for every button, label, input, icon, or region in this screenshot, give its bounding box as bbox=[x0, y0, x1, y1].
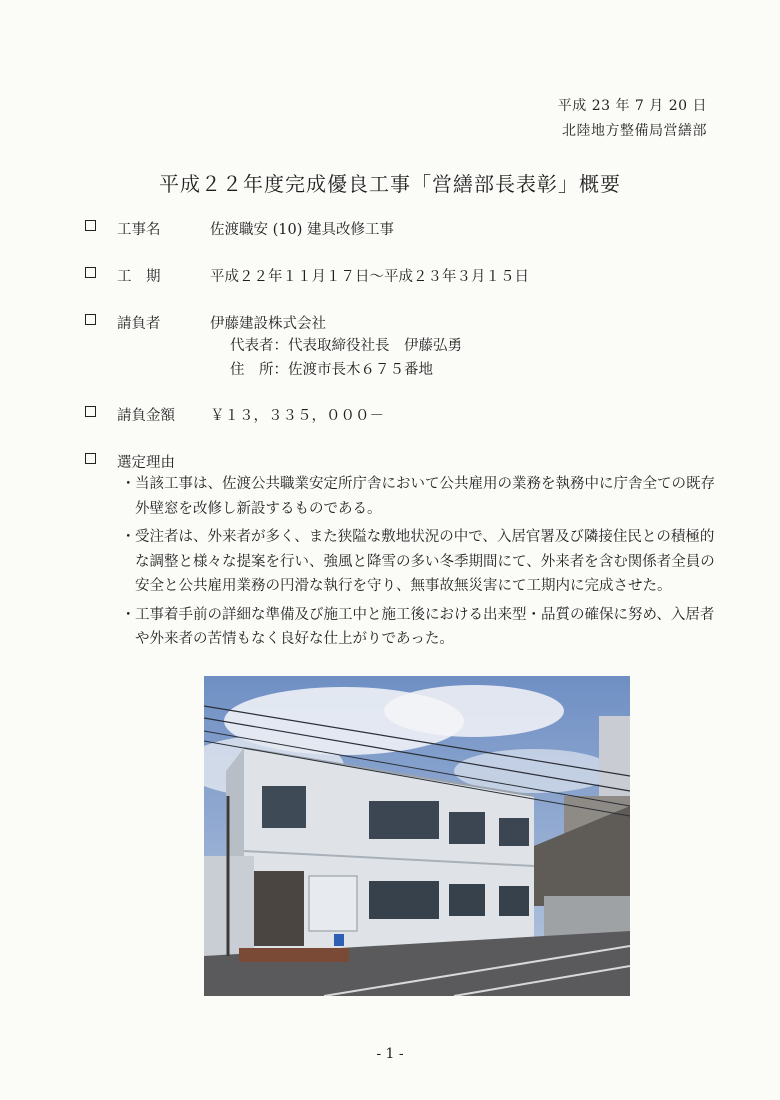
list-item bbox=[121, 525, 721, 599]
document-title: 平成２２年度完成優良工事「営繕部長表彰」概要 bbox=[159, 172, 621, 196]
contractor-name: 伊藤建設株式会社 bbox=[210, 316, 326, 332]
checkbox-square-icon bbox=[85, 314, 96, 325]
bullet-mark: ・ bbox=[121, 529, 136, 545]
page-number: - 1 - bbox=[376, 1046, 404, 1062]
reason-row bbox=[85, 451, 175, 471]
work-name-label: 工事名 bbox=[117, 222, 161, 238]
period-label: 工 期 bbox=[117, 269, 161, 285]
checkbox-square-icon bbox=[85, 453, 96, 464]
amount-value: ￥１３，３３５，０００－ bbox=[210, 408, 384, 424]
checkbox-square-icon bbox=[85, 267, 96, 278]
period-value: 平成２２年１１月１７日～平成２３年３月１５日 bbox=[210, 269, 529, 285]
contractor-address: 住 所：佐渡市長木６７５番地 bbox=[230, 362, 433, 378]
period-row bbox=[85, 265, 529, 285]
reason-bullet-text: 当該工事は、佐渡公共職業安定所庁舎において公共雇用の業務を執務中に庁舎全ての既存外壁窓を改修し新設するものである。 bbox=[135, 476, 715, 517]
bullet-mark: ・ bbox=[121, 606, 136, 623]
amount-row bbox=[85, 404, 384, 424]
contractor-label: 請負者 bbox=[117, 316, 161, 332]
bullet-mark: ・ bbox=[121, 476, 136, 492]
reason-bullet-text: 受注者は、外来者が多く、また狭隘な敷地状況の中で、入居官署及び隣接住民との積極的な調整と様々な提案を行い、強風と降雪の多い冬季期間にて、外来者を含む関係者全員の安全と公共雇用業務の円滑な執行を守り、無事故無災害にて工期内に完成させた。 bbox=[135, 529, 715, 594]
list-item bbox=[121, 603, 721, 652]
checkbox-square-icon bbox=[85, 220, 96, 231]
work-name-value: 佐渡職安 (10) 建具改修工事 bbox=[210, 222, 394, 238]
issuing-organization: 北陸地方整備局営繕部 bbox=[562, 123, 707, 139]
work-name-row bbox=[85, 218, 394, 238]
contractor-row bbox=[85, 312, 326, 332]
reason-label: 選定理由 bbox=[117, 455, 175, 471]
reason-bullet-text: 工事着手前の詳細な準備及び施工中と施工後における出来型・品質の確保に努め、入居者や外来者の苦情もなく良好な仕上がりであった。 bbox=[135, 606, 715, 647]
checkbox-square-icon bbox=[85, 406, 96, 417]
contractor-representative: 代表者：代表取締役社長 伊藤弘勇 bbox=[230, 338, 462, 354]
amount-label: 請負金額 bbox=[117, 408, 175, 424]
reason-bullet-list bbox=[121, 472, 721, 656]
building-photo bbox=[204, 676, 630, 996]
list-item bbox=[121, 472, 721, 521]
document-date: 平成 23 年 7 月 20 日 bbox=[557, 98, 707, 114]
